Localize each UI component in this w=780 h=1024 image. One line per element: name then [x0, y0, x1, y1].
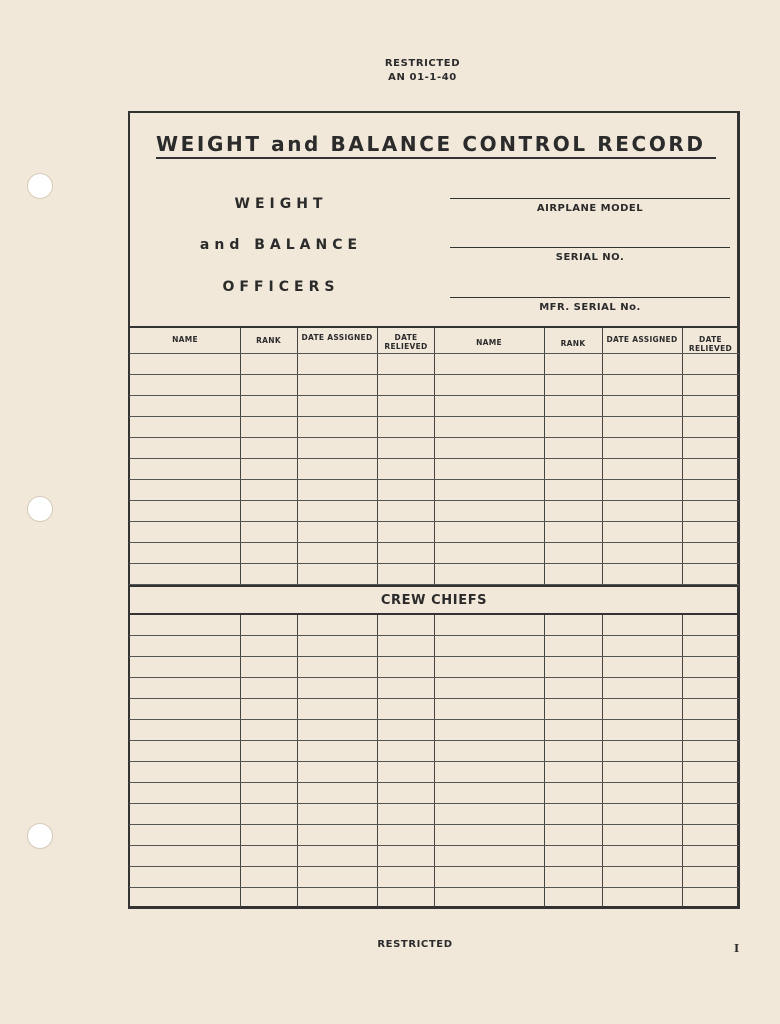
column-header-date-relieved: DATE RELIEVED: [384, 333, 428, 351]
ruled-line: [129, 740, 739, 741]
ruled-line: [129, 584, 739, 585]
serial-no-field[interactable]: [450, 247, 730, 248]
column-header-name: NAME: [172, 335, 198, 344]
officers-label-line-1: WEIGHT: [234, 196, 328, 212]
punch-hole: [27, 496, 53, 522]
crew-chiefs-label: CREW CHIEFS: [380, 593, 488, 608]
punch-hole: [27, 173, 53, 199]
mfr-serial-no-label: MFR. SERIAL No.: [539, 302, 641, 313]
ruled-line: [129, 458, 739, 459]
ruled-line: [129, 437, 739, 438]
mfr-serial-no-field[interactable]: [450, 297, 730, 298]
punch-hole: [27, 823, 53, 849]
ruled-line: [129, 563, 739, 564]
column-divider: [434, 328, 435, 585]
column-divider: [602, 328, 603, 585]
crew-chiefs-top-border: [128, 585, 740, 587]
ruled-line: [129, 677, 739, 678]
ruled-line: [129, 416, 739, 417]
column-header-name: NAME: [476, 338, 502, 347]
ruled-line: [129, 845, 739, 846]
ruled-line: [129, 887, 739, 888]
column-header-rank: RANK: [256, 336, 281, 345]
document-number: AN 01-1-40: [388, 72, 457, 83]
officers-label-line-2: and BALANCE: [199, 237, 363, 253]
column-header-rank: RANK: [560, 339, 586, 348]
ruled-line: [129, 656, 739, 657]
title-underline: [156, 157, 716, 159]
ruled-line: [129, 395, 739, 396]
ruled-line: [129, 542, 739, 543]
ruled-line: [129, 635, 739, 636]
ruled-line: [129, 866, 739, 867]
ruled-line: [129, 353, 739, 354]
form-title: WEIGHT and BALANCE CONTROL RECORD: [156, 132, 706, 156]
ruled-line: [129, 698, 739, 699]
serial-no-label: SERIAL NO.: [555, 252, 625, 263]
ruled-line: [129, 824, 739, 825]
ruled-line: [129, 479, 739, 480]
ruled-line: [129, 374, 739, 375]
column-divider: [297, 328, 298, 585]
ruled-line: [129, 782, 739, 783]
column-divider: [377, 328, 378, 585]
page-number: I: [734, 942, 740, 955]
airplane-model-field[interactable]: [450, 198, 730, 199]
column-header-date-relieved: DATE RELIEVED: [688, 335, 733, 353]
airplane-model-label: AIRPLANE MODEL: [536, 203, 644, 214]
column-header-date-assigned: DATE ASSIGNED: [301, 333, 373, 342]
officers-label-line-3: OFFICERS: [222, 279, 340, 295]
classification-footer: RESTRICTED: [377, 939, 453, 950]
column-header-date-assigned: DATE ASSIGNED: [606, 335, 678, 344]
ruled-line: [129, 521, 739, 522]
classification-header: RESTRICTED: [384, 58, 461, 69]
ruled-line: [129, 803, 739, 804]
ruled-line: [129, 719, 739, 720]
column-divider: [240, 328, 241, 585]
ruled-line: [129, 500, 739, 501]
column-divider: [682, 328, 683, 585]
column-divider: [544, 328, 545, 585]
ruled-line: [129, 761, 739, 762]
